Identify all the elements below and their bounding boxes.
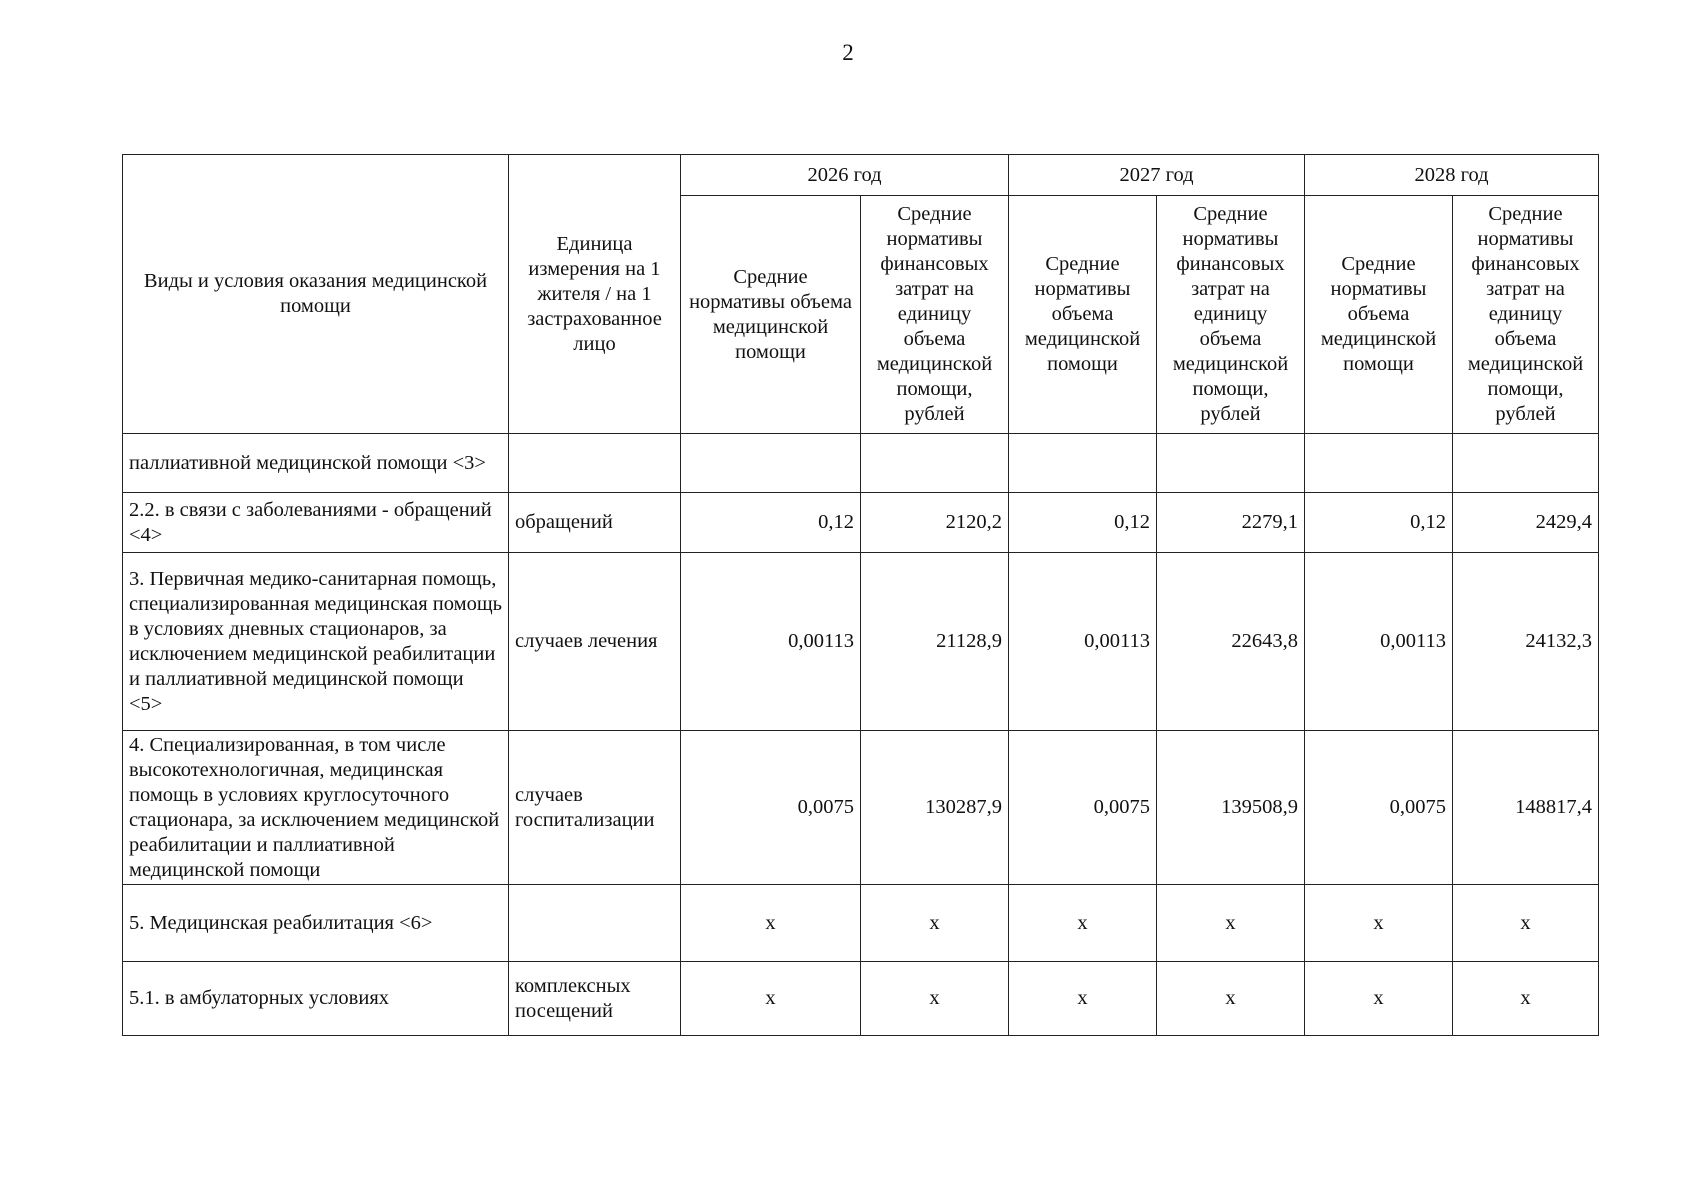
value-cell: 0,0075 bbox=[1009, 731, 1157, 885]
value-cell: 0,0075 bbox=[681, 731, 861, 885]
row-unit: случаев лечения bbox=[509, 553, 681, 731]
value-cell bbox=[681, 434, 861, 493]
row-unit: обращений bbox=[509, 493, 681, 553]
value-cell bbox=[861, 434, 1009, 493]
value-cell bbox=[1305, 434, 1453, 493]
row-label: 5.1. в амбулаторных условиях bbox=[123, 962, 509, 1036]
table-row bbox=[123, 885, 1599, 962]
header-volume-2026: Средние нормативы объема медицинской помощи bbox=[681, 196, 861, 434]
page-number: 2 bbox=[842, 40, 854, 65]
value-cell: 2429,4 bbox=[1453, 493, 1599, 553]
table-row bbox=[123, 434, 1599, 493]
row-unit: случаев госпитализации bbox=[509, 731, 681, 885]
value-cell: x bbox=[681, 962, 861, 1036]
value-cell: 130287,9 bbox=[861, 731, 1009, 885]
header-cost-2026: Средние нормативы финансовых затрат на единицу объема медицинской помощи, рублей bbox=[861, 196, 1009, 434]
value-cell: x bbox=[1305, 962, 1453, 1036]
value-cell: 2120,2 bbox=[861, 493, 1009, 553]
row-label: 5. Медицинская реабилитация <6> bbox=[123, 885, 509, 962]
value-cell: 24132,3 bbox=[1453, 553, 1599, 731]
header-cost-2028: Средние нормативы финансовых затрат на единицу объема медицинской помощи, рублей bbox=[1453, 196, 1599, 434]
row-label: 2.2. в связи с заболеваниями - обращений <4> bbox=[123, 493, 509, 553]
row-label: 3. Первичная медико-санитарная помощь, специализированная медицинская помощь в условиях дневных стационаров, за исключением медицинской реабилитации и паллиативной медицинской помощи <5> bbox=[123, 553, 509, 731]
header-year-row bbox=[123, 155, 1599, 196]
value-cell: x bbox=[681, 885, 861, 962]
header-year-2026: 2026 год bbox=[681, 155, 1009, 196]
table-row bbox=[123, 493, 1599, 553]
row-unit bbox=[509, 434, 681, 493]
header-volume-2027: Средние нормативы объема медицинской помощи bbox=[1009, 196, 1157, 434]
row-unit: комплексных посещений bbox=[509, 962, 681, 1036]
value-cell: x bbox=[1009, 962, 1157, 1036]
value-cell: 0,00113 bbox=[1009, 553, 1157, 731]
value-cell: 2279,1 bbox=[1157, 493, 1305, 553]
value-cell bbox=[1157, 434, 1305, 493]
table-row bbox=[123, 731, 1599, 885]
header-volume-2028: Средние нормативы объема медицинской помощи bbox=[1305, 196, 1453, 434]
value-cell: x bbox=[1157, 962, 1305, 1036]
value-cell: 148817,4 bbox=[1453, 731, 1599, 885]
value-cell: 21128,9 bbox=[861, 553, 1009, 731]
value-cell: 0,00113 bbox=[1305, 553, 1453, 731]
value-cell: 0,00113 bbox=[681, 553, 861, 731]
value-cell: 0,12 bbox=[1305, 493, 1453, 553]
header-cost-2027: Средние нормативы финансовых затрат на единицу объема медицинской помощи, рублей bbox=[1157, 196, 1305, 434]
value-cell: x bbox=[1157, 885, 1305, 962]
value-cell: x bbox=[1453, 885, 1599, 962]
value-cell: 139508,9 bbox=[1157, 731, 1305, 885]
value-cell: 0,0075 bbox=[1305, 731, 1453, 885]
norms-table bbox=[122, 154, 1599, 1036]
value-cell: 0,12 bbox=[1009, 493, 1157, 553]
value-cell: x bbox=[861, 962, 1009, 1036]
header-year-2027: 2027 год bbox=[1009, 155, 1305, 196]
row-label: 4. Специализированная, в том числе высокотехнологичная, медицинская помощь в условиях круглосуточного стационара, за исключением медицинской реабилитации и паллиативной медицинской помощи bbox=[123, 731, 509, 885]
value-cell: x bbox=[861, 885, 1009, 962]
value-cell: x bbox=[1305, 885, 1453, 962]
table-row bbox=[123, 962, 1599, 1036]
value-cell bbox=[1009, 434, 1157, 493]
value-cell: 0,12 bbox=[681, 493, 861, 553]
value-cell: x bbox=[1453, 962, 1599, 1036]
header-year-2028: 2028 год bbox=[1305, 155, 1599, 196]
value-cell: x bbox=[1009, 885, 1157, 962]
header-unit: Единица измерения на 1 жителя / на 1 застрахованное лицо bbox=[509, 155, 681, 434]
row-unit bbox=[509, 885, 681, 962]
header-type-of-care: Виды и условия оказания медицинской помощи bbox=[123, 155, 509, 434]
value-cell bbox=[1453, 434, 1599, 493]
row-label: паллиативной медицинской помощи <3> bbox=[123, 434, 509, 493]
table-row bbox=[123, 553, 1599, 731]
value-cell: 22643,8 bbox=[1157, 553, 1305, 731]
